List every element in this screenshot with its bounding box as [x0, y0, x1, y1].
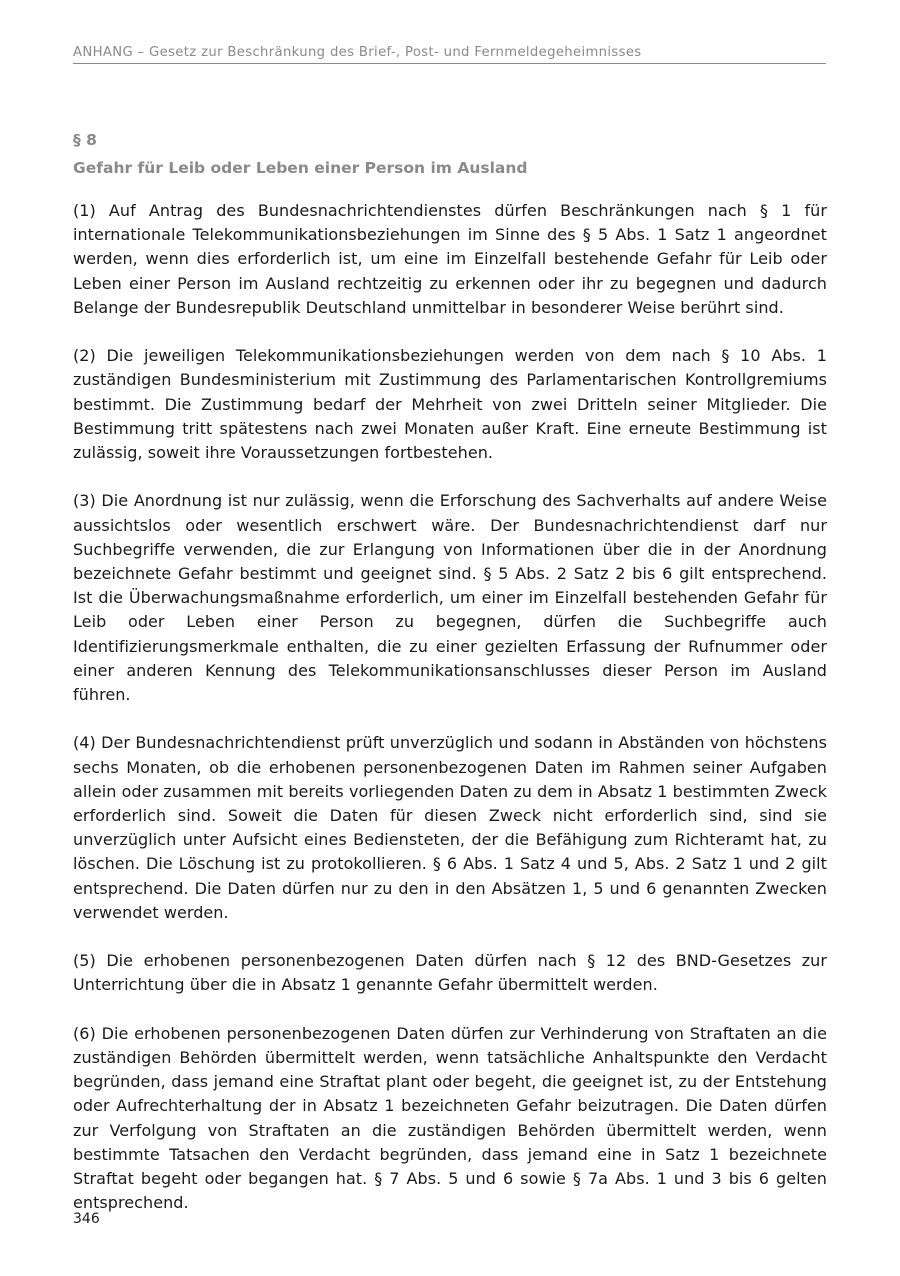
- section-heading: [73, 126, 826, 182]
- body-text: [73, 199, 827, 1240]
- paragraph-5: (5) Die erhobenen personenbezogenen Daten dürfen nach § 12 des BND-Gesetzes zur Unterrichtung über die in Absatz 1 genannte Gefahr übermittelt werden.: [73, 951, 827, 995]
- paragraph-2: (2) Die jeweiligen Telekommunikationsbeziehungen werden von dem nach § 10 Abs. 1 zuständigen Bundesministerium mit Zustimmung des Parlamentarischen Kontrollgremiums bestimmt. Die Zustimmung bedarf der Mehrheit von zwei Dritteln seiner Mitglieder. Die Bestimmung tritt spätestens nach zwei Monaten außer Kraft. Eine erneute Bestimmung ist zulässig, soweit ihre Voraussetzungen fortbestehen.: [73, 346, 827, 463]
- paragraph-3: (3) Die Anordnung ist nur zulässig, wenn die Erforschung des Sachverhalts auf andere Weise aussichtslos oder wesentlich erschwert wäre. Der Bundesnachrichtendienst darf nur Suchbegriffe verwenden, die zur Erlangung von Informationen über die in der Anordnung bezeichnete Gefahr bestimmt und geeignet sind. § 5 Abs. 2 Satz 2 bis 6 gilt entsprechend. Ist die Überwachungsmaßnahme erforderlich, um einer im Einzelfall bestehenden Gefahr für Leib oder Leben einer Person zu begegnen, dürfen die Suchbegriffe auch Identifizierungsmerkmale enthalten, die zu einer gezielten Erfassung der Rufnummer oder einer anderen Kennung des Telekommunikationsanschlusses dieser Person im Ausland führen.: [73, 491, 827, 705]
- running-header: ANHANG – Gesetz zur Beschränkung des Brief-, Post- und Fernmeldegeheimnisses: [73, 45, 826, 64]
- paragraph-6: (6) Die erhobenen personenbezogenen Daten dürfen zur Verhinderung von Straftaten an die zuständigen Behörden übermittelt werden, wenn tatsächliche Anhaltspunkte den Verdacht begründen, dass jemand eine Straftat plant oder begeht, die geeignet ist, zu der Entstehung oder Aufrechterhaltung der in Absatz 1 bezeichneten Gefahr beizutragen. Die Daten dürfen zur Verfolgung von Straftaten an die zuständigen Behörden übermittelt werden, wenn bestimmte Tatsachen den Verdacht begründen, dass jemand eine in Satz 1 bezeichnete Straftat begeht oder begangen hat. § 7 Abs. 5 und 6 sowie § 7a Abs. 1 und 3 bis 6 gelten entsprechend.: [73, 1023, 827, 1213]
- section-title: Gefahr für Leib oder Leben einer Person im Ausland: [73, 159, 528, 177]
- section-number: § 8: [73, 131, 97, 149]
- page-number: 346: [73, 1211, 100, 1227]
- paragraph-4: (4) Der Bundesnachrichtendienst prüft unverzüglich und sodann in Abständen von höchstens sechs Monaten, ob die erhobenen personenbezogenen Daten im Rahmen seiner Aufgaben allein oder zusammen mit bereits vorliegenden Daten zu dem in Absatz 1 bestimmten Zweck erforderlich sind. Soweit die Daten für diesen Zweck nicht erforderlich sind, sind sie unverzüglich unter Aufsicht eines Bediensteten, der die Befähigung zum Richteramt hat, zu löschen. Die Löschung ist zu protokollieren. § 6 Abs. 1 Satz 4 und 5, Abs. 2 Satz 1 und 2 gilt entsprechend. Die Daten dürfen nur zu den in den Absätzen 1, 5 und 6 genannten Zwecken verwendet werden.: [73, 733, 827, 922]
- paragraph-1: (1) Auf Antrag des Bundesnachrichtendienstes dürfen Beschränkungen nach § 1 für internationale Telekommunikationsbeziehungen im Sinne des § 5 Abs. 1 Satz 1 angeordnet werden, wenn dies erforderlich ist, um eine im Einzelfall bestehende Gefahr für Leib oder Leben einer Person im Ausland rechtzeitig zu erkennen oder ihr zu begegnen und dadurch Belange der Bundesrepublik Deutschland unmittelbar in besonderer Weise berührt sind.: [73, 201, 827, 317]
